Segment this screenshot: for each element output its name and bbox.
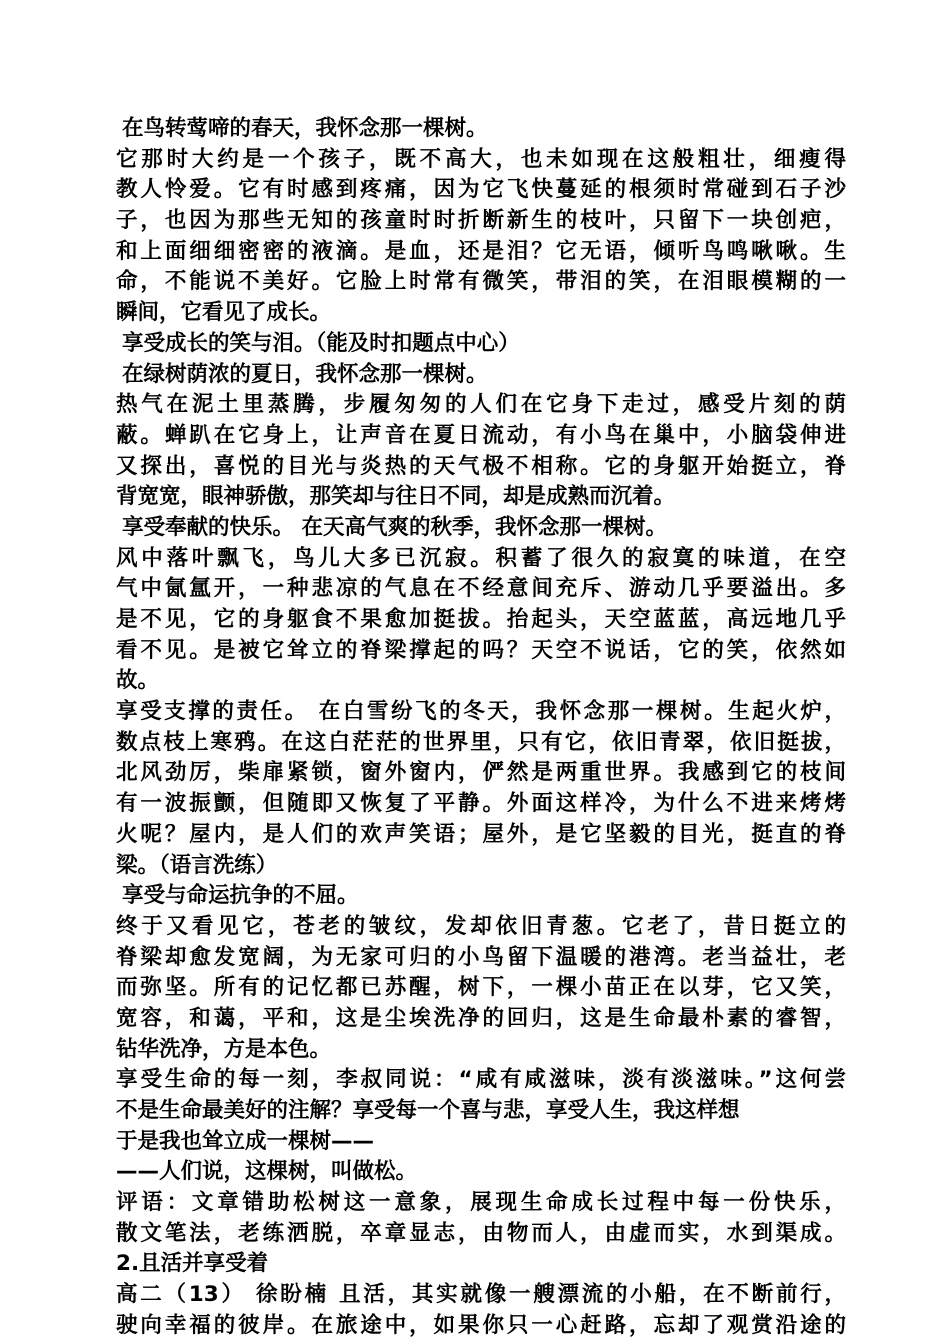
text-line: 瞬间，它看见了成长。	[116, 300, 332, 326]
text-line: 而弥坚。所有的记忆都已苏醒，树下，一棵小苗正在以芽，它又笑，	[116, 975, 846, 1001]
text-line: 又探出，喜悦的目光与炎热的天气极不相称。它的身躯开始挺立，脊	[116, 453, 846, 479]
text-line: 享受与命运抗争的不屈。	[122, 883, 359, 909]
text-line: 宽容，和蔼，平和，这是尘埃洗净的回归，这是生命最朴素的睿智，	[116, 1005, 846, 1031]
text-line: 在鸟转莺啼的春天，我怀念那一棵树。	[122, 116, 488, 141]
text-line: 命，不能说不美好。它脸上时常有微笑，带泪的笑，在泪眼模糊的一	[116, 269, 846, 295]
text-line: 教人怜爱。它有时感到疼痛，因为它飞快蔓延的根须时常碰到石子沙	[116, 177, 846, 203]
text-line: 看不见。是被它耸立的脊梁撑起的吗？天空不说话，它的笑，依然如	[116, 637, 846, 663]
text-line: 终于又看见它，苍老的皱纹，发却依旧青葱。它老了，昔日挺立的	[116, 913, 846, 939]
text-line: 故。	[116, 668, 160, 694]
essay-text	[116, 114, 846, 1342]
text-line: ——人们说，这棵树，叫做松。	[116, 1159, 418, 1185]
text-line: 高二（13） 徐盼楠 且活，其实就像一艘漂流的小船，在不断前行，	[116, 1282, 846, 1308]
text-line: 热气在泥土里蒸腾，步履匆匆的人们在它身下走过，感受片刻的荫	[116, 392, 846, 418]
text-line: 风中落叶飘飞，鸟儿大多已沉寂。积蓄了很久的寂寞的味道，在空	[116, 545, 846, 571]
text-line: 气中氤氲开，一种悲凉的气息在不经意间充斥、游动几乎要溢出。多	[116, 576, 846, 602]
text-line: 有一波振颤，但随即又恢复了平静。外面这样冷，为什么不进来烤烤	[116, 791, 846, 817]
text-line: 钻华洗净，方是本色。	[116, 1036, 332, 1062]
text-line: 享受生命的每一刻，李叔同说：“咸有咸滋味，淡有淡滋味。”这何尝	[116, 1067, 846, 1093]
text-line: 于是我也耸立成一棵树——	[116, 1128, 375, 1154]
text-line: 驶向幸福的彼岸。在旅途中，如果你只一心赶路，忘却了观赏沿途的	[116, 1312, 846, 1338]
section-heading: 2.且活并享受着	[116, 1251, 269, 1277]
text-line: 脊梁却愈发宽阔，为无家可归的小鸟留下温暖的港湾。老当益壮，老	[116, 944, 846, 970]
text-line: 散文笔法，老练洒脱，卒章显志，由物而人，由虚而实，水到渠成。	[116, 1220, 846, 1246]
text-line: 子，也因为那些无知的孩童时时折断新生的枝叶，只留下一块创疤，	[116, 208, 846, 234]
text-line: 在绿树荫浓的夏日，我怀念那一棵树。	[122, 361, 488, 387]
text-line: 是不见，它的身躯食不果愈加挺拔。抬起头，天空蓝蓝，高远地几乎	[116, 607, 846, 632]
text-line: 享受支撑的责任。 在白雪纷飞的冬天，我怀念那一棵树。生起火炉，	[116, 699, 846, 725]
text-line: 火呢？屋内，是人们的欢声笑语；屋外，是它坚毅的目光，挺直的脊	[116, 821, 846, 847]
text-line: 它那时大约是一个孩子，既不高大，也未如现在这般粗壮，细瘦得	[116, 146, 846, 172]
text-line: 享受奉献的快乐。 在天高气爽的秋季，我怀念那一棵树。	[122, 514, 667, 540]
text-line: 不是生命最美好的注解？享受每一个喜与悲，享受人生，我这样想	[116, 1098, 740, 1123]
text-line: 背宽宽，眼神骄傲，那笑却与往日不同，却是成熟而沉着。	[116, 484, 676, 510]
text-line: 享受成长的笑与泪。（能及时扣题点中心）	[122, 330, 520, 356]
text-line: 和上面细细密密的液滴。是血，还是泪？它无语，倾听鸟鸣啾啾。生	[116, 238, 846, 264]
text-line: 蔽。蝉趴在它身上，让声音在夏日流动，有小鸟在巢中，小脑袋伸进	[116, 422, 846, 448]
text-line: 数点枝上寒鸦。在这白茫茫的世界里，只有它，依旧青翠，依旧挺拔，	[116, 729, 846, 755]
text-line: 梁。（语言洗练）	[116, 852, 278, 878]
text-line: 北风劲厉，柴扉紧锁，窗外窗内，俨然是两重世界。我感到它的枝间	[116, 760, 846, 786]
text-line: 评语：文章错助松树这一意象，展现生命成长过程中每一份快乐，	[116, 1190, 846, 1216]
